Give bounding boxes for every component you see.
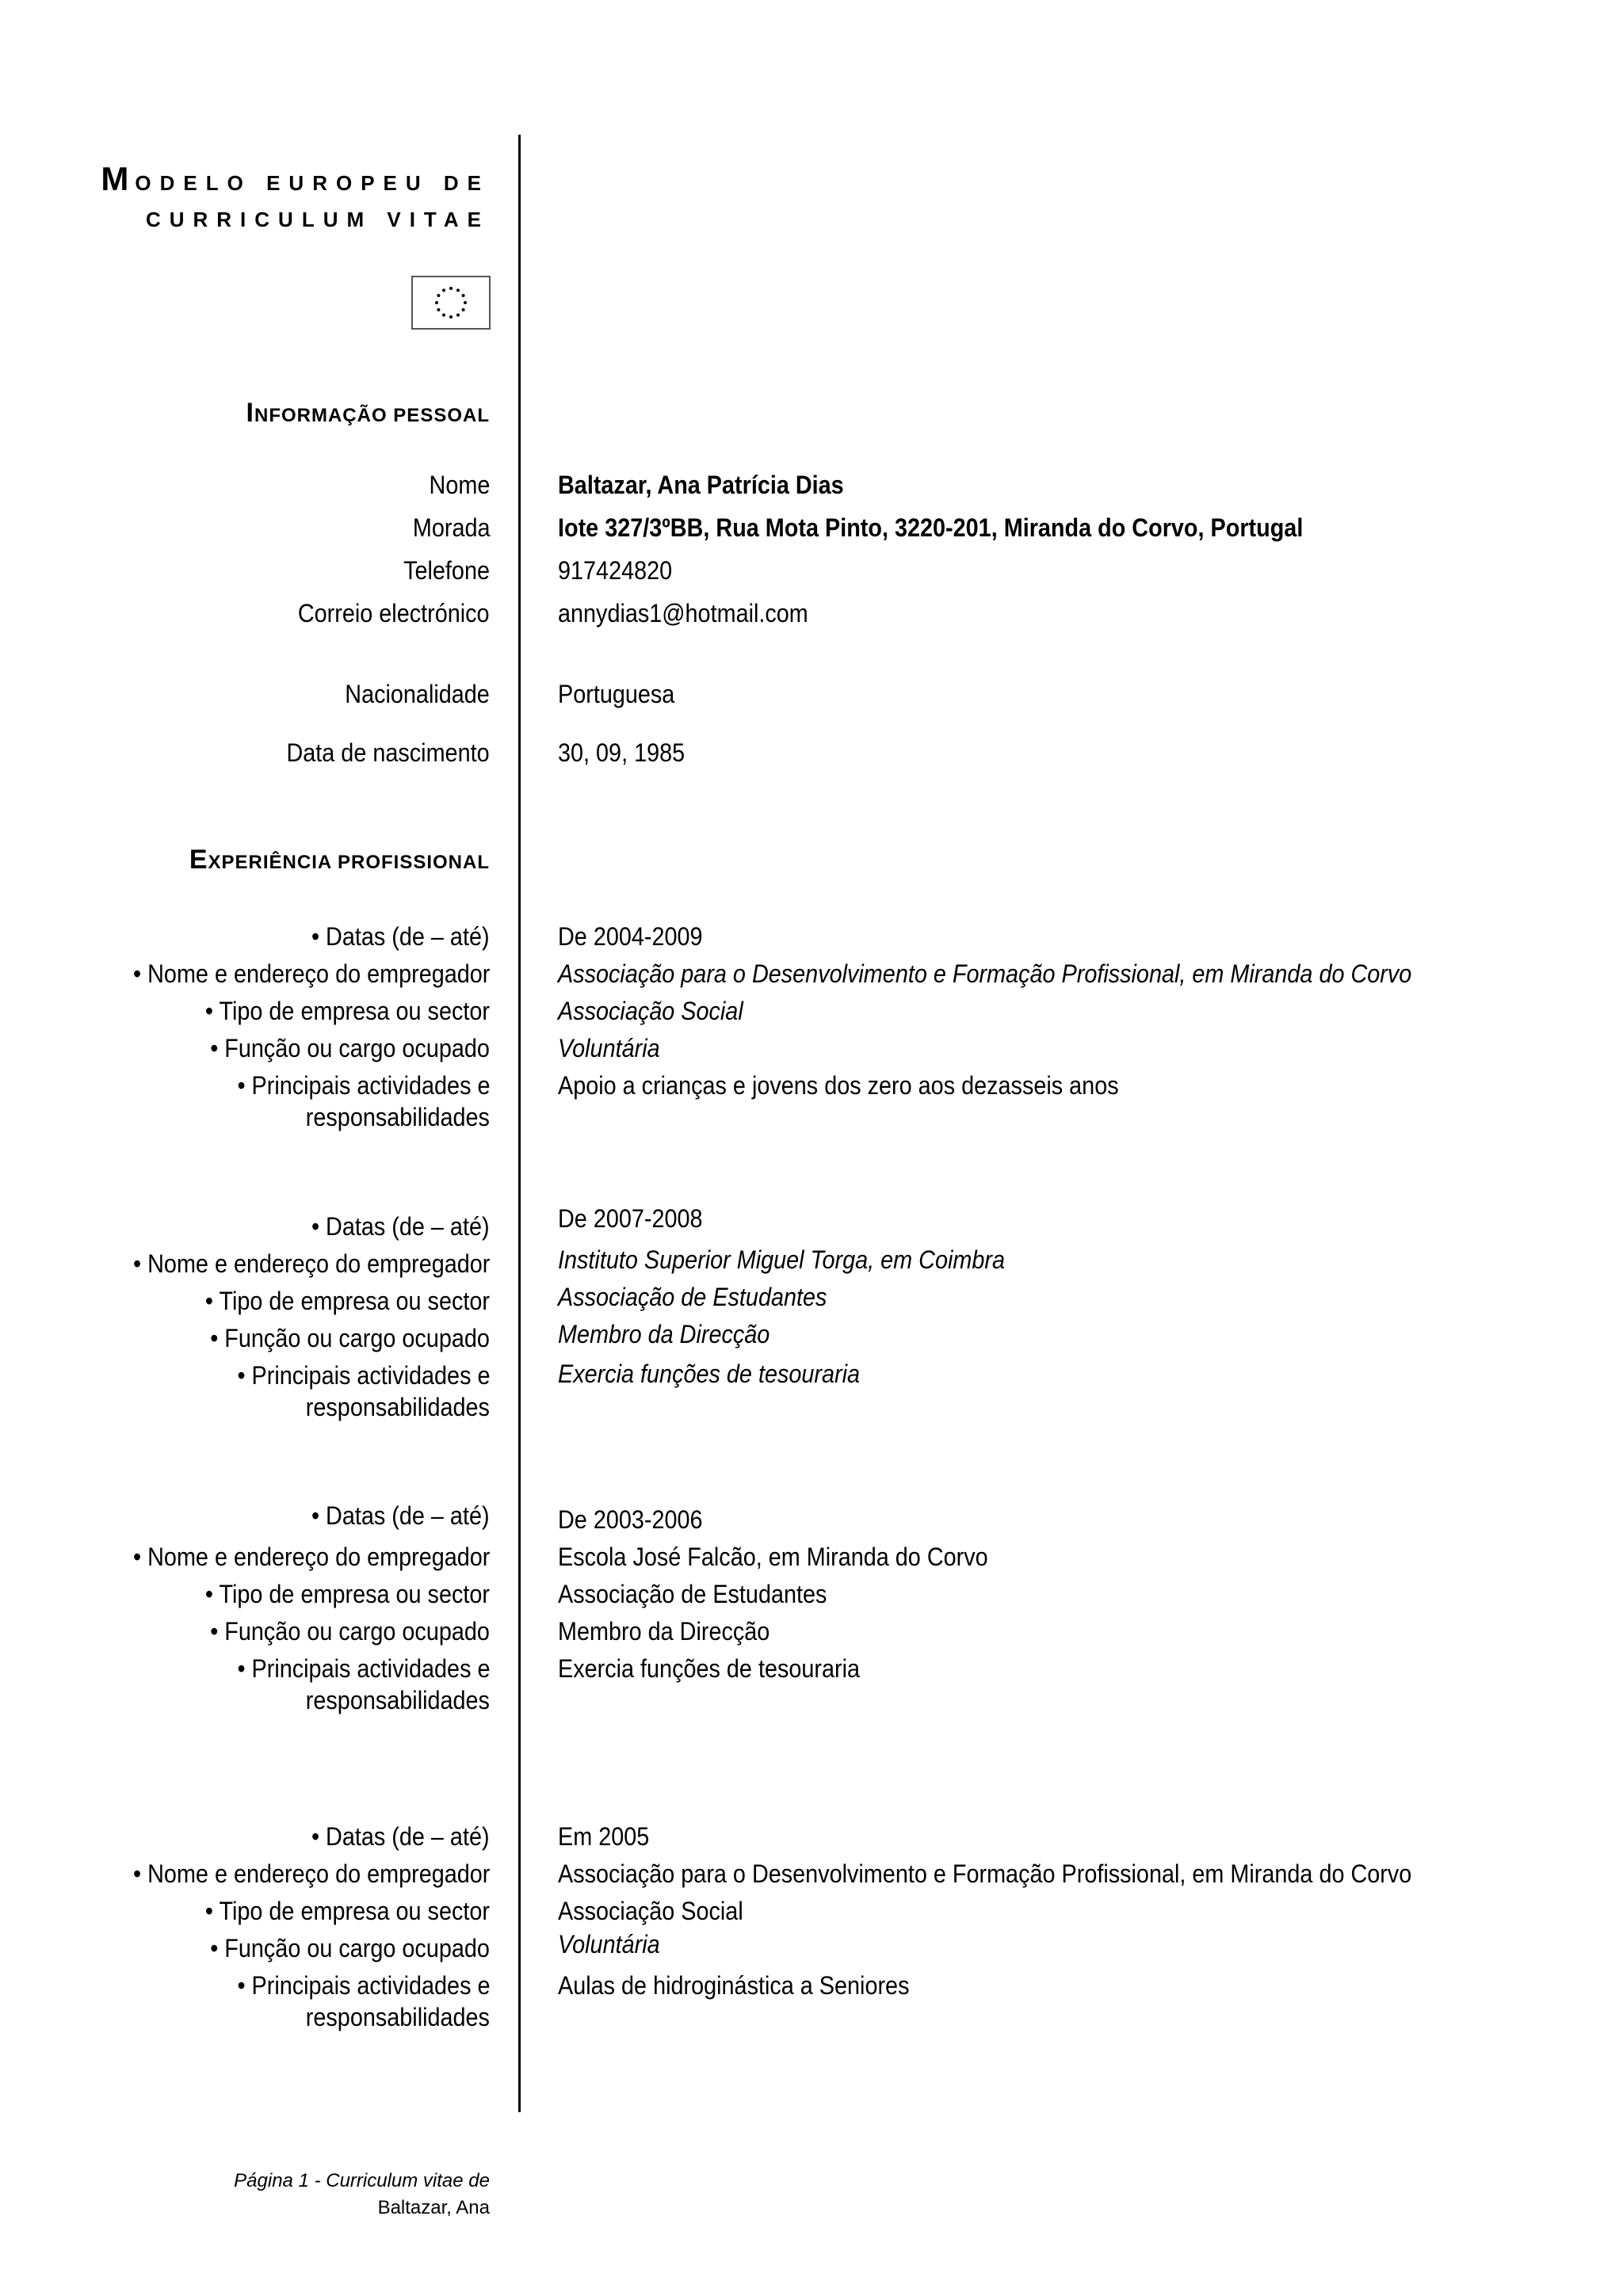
label-sector: • Tipo de empresa ou sector <box>204 1580 490 1608</box>
value-sector: Associação de Estudantes <box>558 1580 827 1608</box>
label-email: Correio electrónico <box>298 599 490 627</box>
value-employer: Associação para o Desenvolvimento e Formação Profissional, em Miranda do Corvo <box>558 1859 1412 1888</box>
section-initial: I <box>246 398 254 428</box>
label-employer: • Nome e endereço do empregador <box>132 1543 490 1571</box>
value-activities: Exercia funções de tesouraria <box>558 1654 861 1683</box>
label-role: • Função ou cargo ocupado <box>210 1934 490 1962</box>
section-personal-heading <box>246 398 490 429</box>
value-sector: Associação de Estudantes <box>558 1283 827 1311</box>
value-role: Membro da Direcção <box>558 1320 770 1348</box>
value-activities: Exercia funções de tesouraria <box>558 1360 861 1388</box>
section-initial: E <box>189 845 208 875</box>
label-activities-cont: responsabilidades <box>305 1393 490 1421</box>
label-nome: Nome <box>429 471 490 499</box>
label-employer: • Nome e endereço do empregador <box>132 1859 490 1888</box>
label-activities: • Principais actividades e <box>236 1361 490 1390</box>
label-activities-cont: responsabilidades <box>305 1686 490 1714</box>
value-sector: Associação Social <box>558 1897 743 1925</box>
label-dates: • Datas (de – até) <box>311 922 490 951</box>
label-sector: • Tipo de empresa ou sector <box>204 1897 490 1925</box>
label-nacionalidade: Nacionalidade <box>345 680 490 708</box>
value-dates: De 2007-2008 <box>558 1204 703 1233</box>
title-initial: M <box>101 160 136 197</box>
label-activities: • Principais actividades e <box>236 1071 490 1100</box>
label-telefone: Telefone <box>403 556 490 585</box>
label-role: • Função ou cargo ocupado <box>210 1617 490 1646</box>
value-activities: Apoio a crianças e jovens dos zero aos dezasseis anos <box>558 1071 1119 1100</box>
label-dates: • Datas (de – até) <box>311 1212 490 1241</box>
value-sector: Associação Social <box>558 997 743 1025</box>
value-employer: Associação para o Desenvolvimento e Formação Profissional, em Miranda do Corvo <box>558 959 1412 988</box>
value-morada: Iote 327/3ºBB, Rua Mota Pinto, 3220-201, Miranda do Corvo, Portugal <box>558 513 1304 542</box>
section-experience-heading <box>189 845 490 875</box>
value-dates: Em 2005 <box>558 1822 650 1851</box>
cv-title-line1 <box>101 160 490 198</box>
label-employer: • Nome e endereço do empregador <box>132 1249 490 1278</box>
label-morada: Morada <box>412 513 490 542</box>
section-rest: XPERIÊNCIA PROFISSIONAL <box>208 852 490 873</box>
value-role: Voluntária <box>558 1034 660 1062</box>
label-role: • Função ou cargo ocupado <box>210 1324 490 1352</box>
value-data-nascimento: 30, 09, 1985 <box>558 738 685 767</box>
value-email: annydias1@hotmail.com <box>558 599 808 627</box>
label-activities-cont: responsabilidades <box>305 2003 490 2031</box>
label-activities: • Principais actividades e <box>236 1654 490 1683</box>
eu-flag-icon <box>411 276 491 330</box>
value-nacionalidade: Portuguesa <box>558 680 675 708</box>
label-dates: • Datas (de – até) <box>311 1822 490 1851</box>
value-employer: Escola José Falcão, em Miranda do Corvo <box>558 1543 988 1571</box>
value-employer: Instituto Superior Miguel Torga, em Coimbra <box>558 1245 1005 1274</box>
value-role: Membro da Direcção <box>558 1617 770 1646</box>
label-employer: • Nome e endereço do empregador <box>132 959 490 988</box>
value-dates: De 2004-2009 <box>558 922 703 951</box>
label-data-nascimento: Data de nascimento <box>286 738 490 767</box>
footer-page-label: Página 1 - Curriculum vitae de <box>234 2170 490 2191</box>
label-role: • Função ou cargo ocupado <box>210 1034 490 1062</box>
footer-author: Baltazar, Ana <box>377 2197 490 2218</box>
label-sector: • Tipo de empresa ou sector <box>204 997 490 1025</box>
value-role: Voluntária <box>558 1930 660 1958</box>
value-telefone: 917424820 <box>558 556 673 585</box>
cv-title-line2: CURRICULUM VITAE <box>145 208 490 231</box>
vertical-divider <box>518 135 521 2112</box>
title-rest: ODELO EUROPEU DE <box>135 171 490 195</box>
label-sector: • Tipo de empresa ou sector <box>204 1287 490 1315</box>
value-dates: De 2003-2006 <box>558 1505 703 1534</box>
label-activities-cont: responsabilidades <box>305 1103 490 1131</box>
section-rest: NFORMAÇÃO PESSOAL <box>254 405 490 426</box>
value-nome: Baltazar, Ana Patrícia Dias <box>558 471 844 499</box>
label-activities: • Principais actividades e <box>236 1971 490 2000</box>
value-activities: Aulas de hidroginástica a Seniores <box>558 1971 910 2000</box>
label-dates: • Datas (de – até) <box>311 1501 490 1530</box>
